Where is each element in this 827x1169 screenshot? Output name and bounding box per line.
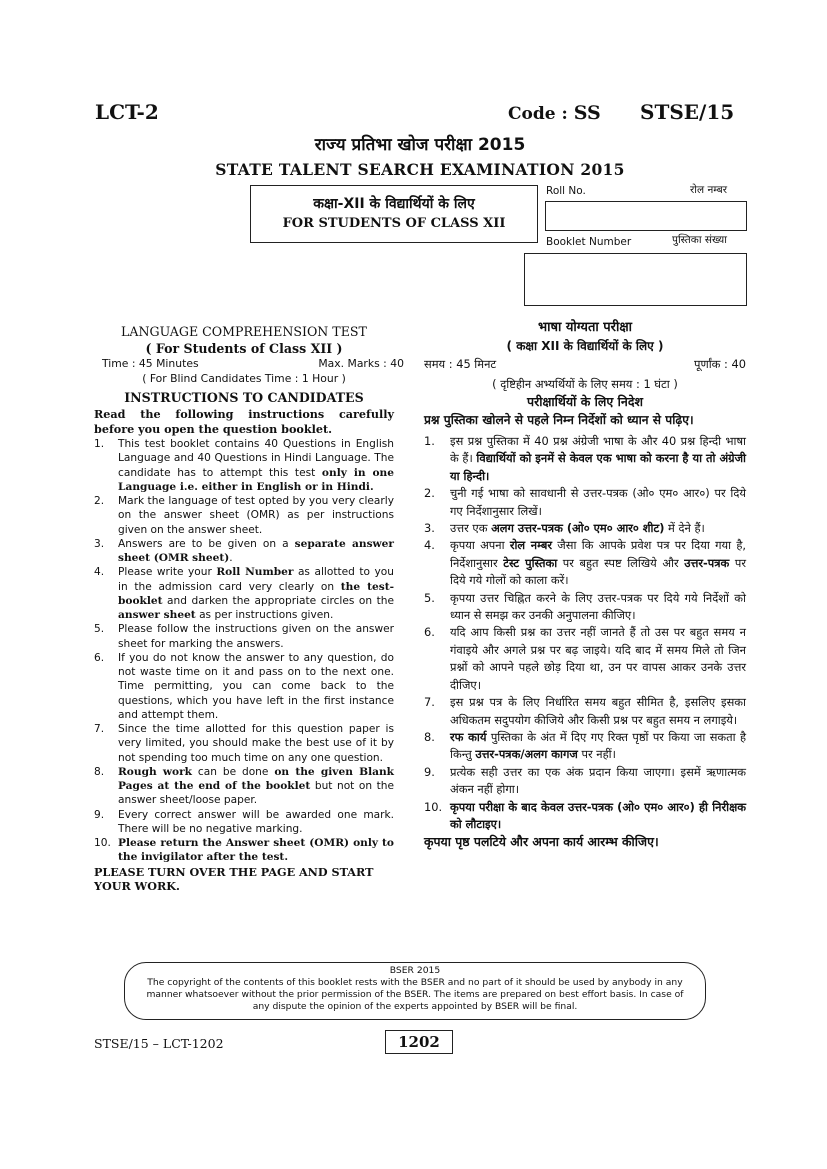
hindi-time: समय : 45 मिनट bbox=[424, 357, 497, 371]
code-value: SS bbox=[573, 102, 601, 124]
list-item: 4. कृपया अपना रोल नम्बर जैसा कि आपके प्रवेश पत्र पर दिया गया है, निर्देशानुसार टेस्ट पुस्तिका पर बहुत स्पष्ट लिखिये और उत्तर-पत्रक पर दिये गये गोलों को काला करें। bbox=[424, 538, 747, 588]
list-item: 2. Mark the language of test opted by you very clearly on the answer sheet (OMR) as per instructions given on the answer sheet. bbox=[94, 495, 394, 536]
title-english: STATE TALENT SEARCH EXAMINATION 2015 bbox=[215, 160, 625, 179]
code-label: Code : bbox=[508, 104, 568, 124]
list-item: 9. Every correct answer will be awarded one mark. There will be no negative marking. bbox=[94, 808, 394, 835]
english-instruction-list bbox=[94, 437, 394, 865]
list-item: 10. कृपया परीक्षा के बाद केवल उत्तर-पत्रक (ओ० एम० आर०) ही निरीक्षक को लौटाइए। bbox=[424, 799, 746, 831]
hindi-instruction-list bbox=[424, 433, 746, 833]
class-box-english: FOR STUDENTS OF CLASS XII bbox=[282, 216, 506, 231]
list-item: 5. Please follow the instructions given on the answer sheet for marking the answers. bbox=[94, 623, 394, 650]
left-code: LCT-2 bbox=[95, 100, 159, 124]
list-item: 7. इस प्रश्न पत्र के लिए निर्धारित समय बहुत सीमित है, इसलिए इसका अधिकतम सदुपयोग कीजिये और किसी प्रश्न पर बहुत समय न लगाइये। bbox=[424, 695, 746, 727]
list-item: 1. इस प्रश्न पुस्तिका में 40 प्रश्न अंग्रेजी भाषा के और 40 प्रश्न हिन्दी भाषा के हैं। विद्यार्थियों को इनमें से केवल एक भाषा को करना है या तो अंग्रेजी या हिन्दी। bbox=[424, 434, 746, 483]
title-hindi: राज्य प्रतिभा खोज परीक्षा 2015 bbox=[314, 135, 526, 155]
english-time-row bbox=[94, 357, 404, 371]
page-number-box: 1202 bbox=[385, 1030, 453, 1054]
list-item: 6. यदि आप किसी प्रश्न का उत्तर नहीं जानते हैं तो उस पर बहुत समय न गंवाइये और अगले प्रश्न पर बढ़ जाइये। यदि बाद में समय मिले तो जिन प्रश्नों को आपने पहले छोड़ दिया था, उन पर वापस आकर उनके उत्तर दीजिए। bbox=[424, 625, 746, 692]
list-item: 2. चुनी गई भाषा को सावधानी से उत्तर-पत्रक (ओ० एम० आर०) पर दिये गए निर्देशानुसार लिखें। bbox=[424, 486, 746, 518]
english-time: Time : 45 Minutes bbox=[102, 357, 199, 370]
hindi-marks: पूर्णांक : 40 bbox=[694, 357, 746, 371]
booklet-label-en: Booklet Number bbox=[546, 236, 632, 248]
list-item: 6. If you do not know the answer to any question, do not waste time on it and pass on to the next one. Time permitting, you can come back to the questions, which you have left in the first instance and attempt them. bbox=[94, 651, 394, 721]
list-item: 5. कृपया उत्तर चिह्नित करने के लिए उत्तर-पत्रक पर दिये गये निर्देशों को ध्यान से समझ कर उनकी अनुपालना कीजिए। bbox=[424, 590, 746, 623]
english-closing: PLEASE TURN OVER THE PAGE AND START YOUR WORK. bbox=[94, 864, 374, 893]
english-subtitle: ( For Students of Class XII ) bbox=[145, 341, 343, 356]
booklet-label-hi: पुस्तिका संख्या bbox=[672, 234, 727, 246]
hindi-subtitle: ( कक्षा XII के विद्यार्थियों के लिए ) bbox=[506, 339, 664, 353]
hindi-intro: प्रश्न पुस्तिका खोलने से पहले निम्न निर्देशों को ध्यान से पढ़िए। bbox=[424, 413, 694, 427]
footer-code: STSE/15 – LCT-1202 bbox=[94, 1036, 224, 1051]
copyright-title: BSER 2015 bbox=[389, 965, 441, 976]
list-item: 4. Please write your Roll Number as allotted to you in the admission card very clearly on the test-booklet and darken the appropriate circles on the answer sheet as per instructions given. bbox=[94, 566, 394, 621]
list-item: 8. रफ कार्य पुस्तिका के अंत में दिए गए रिक्त पृष्ठों पर किया जा सकता है किन्तु उत्तर-पत्रक/अलग कागज पर नहीं। bbox=[424, 729, 746, 762]
list-item: 3. Answers are to be given on a separate answer sheet (OMR sheet). bbox=[94, 537, 395, 564]
hindi-instructions-heading: परीक्षार्थियों के लिए निदेश bbox=[527, 394, 643, 409]
class-box bbox=[250, 185, 538, 243]
english-intro: Read the following instructions carefully before you open the question booklet. bbox=[94, 407, 394, 436]
hindi-blind-note: ( दृष्टिहीन अभ्यर्थियों के लिए समय : 1 घंटा ) bbox=[492, 377, 678, 391]
roll-label-en: Roll No. bbox=[546, 185, 586, 197]
english-marks: Max. Marks : 40 bbox=[318, 357, 404, 370]
copyright-box bbox=[124, 962, 706, 1020]
list-item: 10. Please return the Answer sheet (OMR) only to the invigilator after the test. bbox=[94, 837, 394, 864]
english-instructions-heading: INSTRUCTIONS TO CANDIDATES bbox=[124, 390, 364, 405]
list-item: 7. Since the time allotted for this question paper is very limited, you should make the best use of it by not spending too much time on any one question. bbox=[94, 723, 394, 764]
list-item: 3. उत्तर एक अलग उत्तर-पत्रक (ओ० एम० आर० शीट) में देने हैं। bbox=[424, 521, 705, 536]
english-column bbox=[94, 323, 404, 894]
english-blind-note: ( For Blind Candidates Time : 1 Hour ) bbox=[142, 372, 346, 385]
english-test-title: LANGUAGE COMPREHENSION TEST bbox=[121, 324, 367, 339]
roll-label-hi: रोल नम्बर bbox=[690, 184, 728, 196]
class-box-hindi: कक्षा-XII के विद्यार्थियों के लिए bbox=[313, 196, 475, 212]
code-label-group bbox=[508, 102, 601, 124]
hindi-test-title: भाषा योग्यता परीक्षा bbox=[537, 320, 633, 335]
list-item: 1. This test booklet contains 40 Questions in English Language and 40 Questions in Hindi Language. The candidate has to attempt this test only in one Language i.e. either in English or in Hindi. bbox=[94, 438, 395, 493]
list-item: 9. प्रत्येक सही उत्तर का एक अंक प्रदान किया जाएगा। इसमें ऋणात्मक अंकन नहीं होगा। bbox=[424, 764, 746, 797]
hindi-closing: कृपया पृष्ठ पलटिये और अपना कार्य आरम्भ कीजिए। bbox=[424, 834, 659, 850]
booklet-number-field[interactable] bbox=[524, 253, 747, 306]
list-item: 8. Rough work can be done on the given Blank Pages at the end of the booklet but not on the answer sheet/loose paper. bbox=[94, 765, 394, 807]
hindi-time-row bbox=[424, 356, 746, 375]
copyright-text: The copyright of the contents of this booklet rests with the BSER and no part of it should be used by anybody in any manner whatsoever without the prior permission of the BSER. The items are prepared on best effort basis. In case of any dispute the opinion of the experts appointed by BSER will be final. bbox=[146, 977, 684, 1013]
hindi-column bbox=[424, 318, 746, 851]
roll-number-field[interactable] bbox=[545, 201, 747, 231]
right-code: STSE/15 bbox=[640, 100, 735, 124]
